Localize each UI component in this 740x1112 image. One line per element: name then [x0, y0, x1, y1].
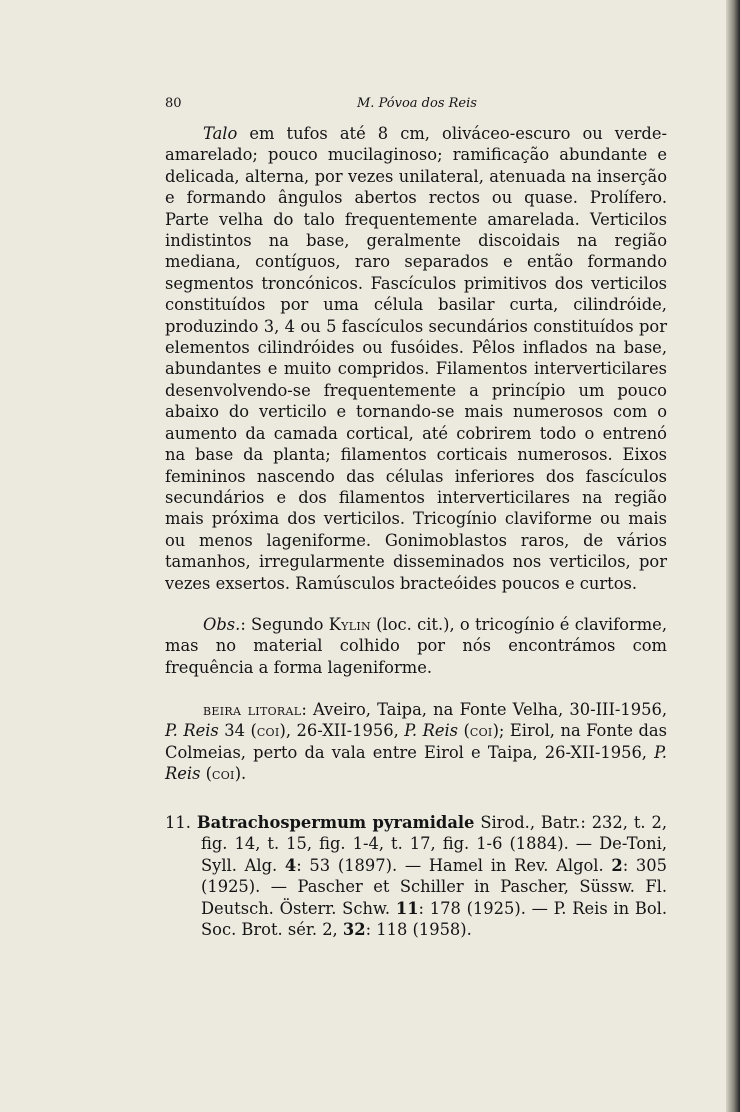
locality-text: ).	[234, 764, 247, 784]
locality-text: ); Eirol, na Fonte das Colmeias, perto da vala entre Eirol e Taipa, 26-XII-1956,	[165, 721, 667, 762]
herbarium-code: coi	[212, 764, 235, 784]
species-description	[165, 123, 667, 594]
volume-number: 11	[395, 898, 419, 918]
locality-text: : Aveiro, Taipa, na Fonte Velha, 30-III-1956,	[301, 700, 667, 719]
species-name: Batrachospermum pyramidale	[196, 813, 475, 832]
volume-number: 32	[342, 920, 366, 940]
cited-author: Kylin	[328, 615, 371, 634]
locality-text: ), 26-XII-1956,	[279, 721, 405, 741]
reference-text: : 118 (1958).	[365, 920, 472, 940]
locality-text: (	[200, 764, 212, 784]
collector-name: P. Reis	[165, 721, 219, 741]
description-body: em tufos até 8 cm, oliváceo-escuro ou verde-amarelado; pouco mucilaginoso; ramificação abundante e delicada, alterna, por vezes unilateral, atenuada na inserção e formando ângulos abertos rectos ou quase. Prolífero. Parte velha do talo frequentemente amarelada. Verticilos indistintos na base, geralmente discoidais na região mediana, contíguos, raro separados e então formando segmentos troncónicos. Fascículos primitivos dos verticilos constituídos por uma célula basilar curta, cilindróide, produzindo 3, 4 ou 5 fascículos secundários constituídos por elementos cilindróides ou fusóides. Pêlos inflados na base, abundantes e muito compridos. Filamentos interverticilares desenvolvendo-se frequentemente a princípio um pouco abaixo do verticilo e tornando-se mais numerosos com o aumento da camada cortical, até cobrirem todo o entrenó na base da planta; filamentos corticais numerosos. Eixos femininos nascendo das células inferiores dos fascículos secundários e dos filamentos interverticilares na região mais próxima dos verticilos. Tricogínio claviforme ou mais ou menos lageniforme. Gonimoblastos raros, de vários tamanhos, irregularmente disseminados nos verticilos, por vezes exsertos. Ramúsculos bracteóides poucos e curtos.	[165, 124, 667, 593]
observation-note	[165, 614, 667, 678]
locality-record	[165, 699, 667, 785]
reference-text: Sirod., Batr.: 232, t. 2, fig. 14, t. 15, fig. 1-4, t. 17, fig. 1-6 (1884). — De-Toni, Syll. Alg.	[201, 813, 667, 875]
locality-text: (	[458, 721, 470, 741]
page-number: 80	[165, 96, 182, 111]
description-lead: Talo	[203, 124, 238, 143]
running-header	[165, 96, 667, 116]
observation-lead: Obs.	[203, 615, 241, 634]
volume-number: 2	[611, 855, 623, 875]
locality-paragraph	[165, 699, 667, 785]
collector-name: P. Reis	[404, 721, 459, 741]
locality-text: 34 (	[218, 721, 257, 741]
observation-text: (loc. cit.), o tricogínio é claviforme, mas no material colhido por nós encontrámos com frequência a forma lageniforme.	[165, 615, 667, 677]
collector-name: P. Reis	[165, 742, 667, 784]
observation-paragraph	[165, 614, 667, 678]
herbarium-code: coi	[256, 721, 280, 741]
observation-text: : Segundo	[240, 615, 329, 634]
reference-text: : 305 (1925). — Pascher et Schiller in Pascher, Süssw. Fl. Deutsch. Österr. Schw.	[201, 855, 667, 918]
species-number: 11.	[165, 813, 191, 832]
herbarium-code: coi	[469, 721, 493, 741]
reference-text: : 178 (1925). — P. Reis in Bol. Soc. Brot. sér. 2,	[201, 898, 668, 940]
species-entry	[165, 812, 667, 940]
description-paragraph	[165, 123, 667, 594]
running-title: M. Póvoa dos Reis	[357, 96, 477, 111]
region-name: beira litoral	[203, 700, 302, 719]
reference-text: : 53 (1897). — Hamel in Rev. Algol.	[296, 855, 612, 875]
volume-number: 4	[284, 855, 297, 875]
book-spine-shadow	[726, 0, 740, 1112]
